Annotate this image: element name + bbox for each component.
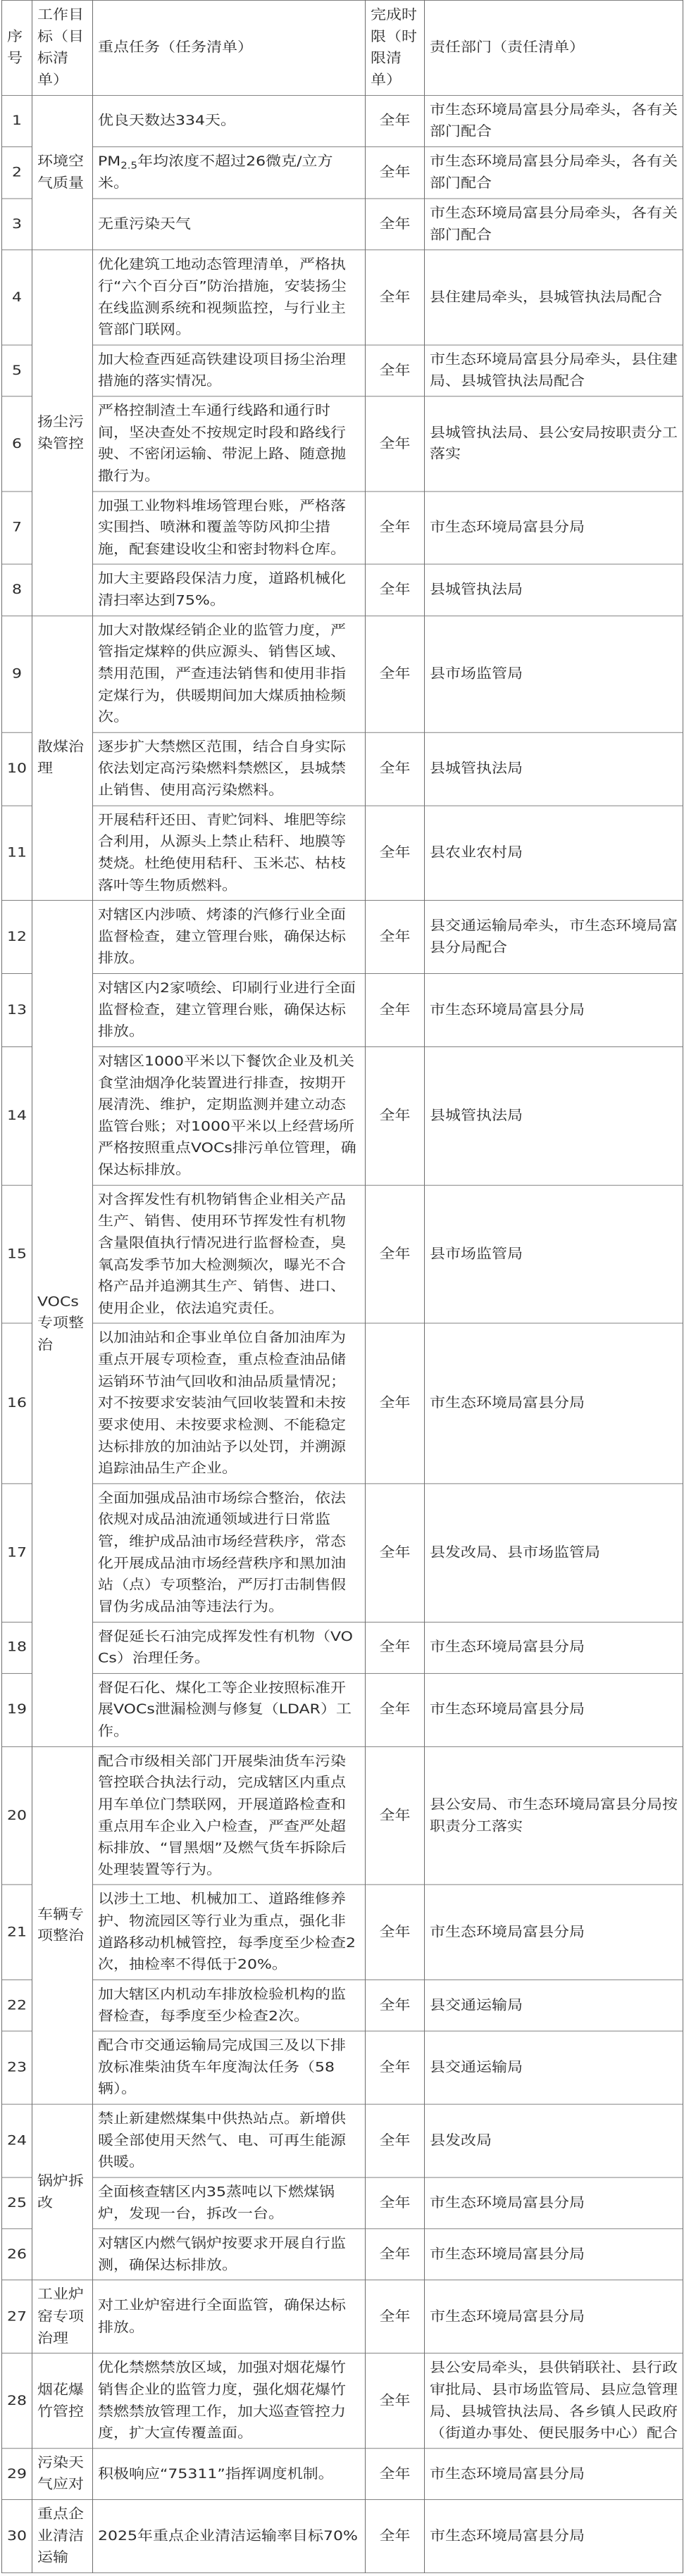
task-list-document	[1, 0, 683, 2573]
row-dept: 市生态环境局富县分局	[425, 974, 683, 1047]
row-task: 2025年重点企业清洁运输率目标70%	[93, 2500, 366, 2573]
table-header-row	[2, 0, 683, 95]
row-task: 优良天数达334天。	[93, 95, 366, 146]
table-row	[2, 2353, 683, 2449]
row-seq: 4	[2, 250, 32, 345]
row-deadline: 全年	[366, 1185, 425, 1323]
row-task: 配合市级相关部门开展柴油货车污染管控联合执法行动，完成辖区内重点用车单位门禁联网，开展道路检查和重点用车企业入户检查，严查严处超标排放、“冒黑烟”及燃气货车拆除后处理装置等行为。	[93, 1746, 366, 1884]
row-dept: 县公安局牵头，县供销联社、县行政审批局、县市场监管局、县应急管理局、县城管执法局、各乡镇人民政府（街道办事处、便民服务中心）配合	[425, 2353, 683, 2449]
row-task: 禁止新建燃煤集中供热站点。新增供暖全部使用天然气、电、可再生能源供暖。	[93, 2104, 366, 2177]
row-dept: 县发改局、县市场监管局	[425, 1484, 683, 1622]
table-row	[2, 396, 683, 492]
row-seq: 10	[2, 732, 32, 806]
row-deadline: 全年	[366, 615, 425, 732]
row-deadline: 全年	[366, 1885, 425, 1980]
row-deadline: 全年	[366, 345, 425, 396]
row-task: 配合市交通运输局完成国三及以下排放标准柴油货车年度淘汰任务（58辆）。	[93, 2031, 366, 2104]
row-deadline: 全年	[366, 396, 425, 492]
table-row	[2, 345, 683, 396]
row-task: 以涉土工地、机械加工、道路维修养护、物流园区等行业为重点，强化非道路移动机械管控，每季度至少检查2次，抽检率不得低于20%。	[93, 1885, 366, 1980]
row-task: 对辖区内2家喷绘、印刷行业进行全面监督检查，建立管理台账，确保达标排放。	[93, 974, 366, 1047]
row-deadline: 全年	[366, 901, 425, 974]
row-dept: 市生态环境局富县分局牵头，各有关部门配合	[425, 95, 683, 146]
row-dept: 市生态环境局富县分局牵头，各有关部门配合	[425, 199, 683, 250]
row-dept: 县公安局、市生态环境局富县分局按职责分工落实	[425, 1746, 683, 1884]
table-row	[2, 1980, 683, 2031]
table-row	[2, 732, 683, 806]
row-dept: 县市场监管局	[425, 615, 683, 732]
row-seq: 21	[2, 1885, 32, 1980]
table-row	[2, 2031, 683, 2104]
row-task: 以加油站和企事业单位自备加油库为重点开展专项检查，重点检查油品储运销环节油气回收和油品质量情况；对不按要求安装油气回收装置和未按要求使用、未按要求检测、不能稳定达标排放的加油站予以处罚，并溯源追踪油品生产企业。	[93, 1323, 366, 1483]
table-row	[2, 1323, 683, 1483]
row-seq: 24	[2, 2104, 32, 2177]
row-deadline: 全年	[366, 2500, 425, 2573]
row-dept: 县发改局	[425, 2104, 683, 2177]
row-task: 全面核查辖区内35蒸吨以下燃煤锅炉，发现一台，拆改一台。	[93, 2177, 366, 2229]
table-row	[2, 1484, 683, 1622]
header-task: 重点任务（任务清单）	[93, 0, 366, 95]
row-deadline: 全年	[366, 564, 425, 615]
row-seq: 12	[2, 901, 32, 974]
row-seq: 22	[2, 1980, 32, 2031]
row-task: 督促延长石油完成挥发性有机物（VOCs）治理任务。	[93, 1622, 366, 1673]
row-dept: 市生态环境局富县分局	[425, 1673, 683, 1746]
row-dept: 市生态环境局富县分局	[425, 2500, 683, 2573]
table-row	[2, 2229, 683, 2280]
header-dept: 责任部门（责任清单）	[425, 0, 683, 95]
row-dept: 市生态环境局富县分局	[425, 2229, 683, 2280]
row-category: VOCs专项整治	[32, 901, 93, 1746]
row-task: 对辖区内涉喷、烤漆的汽修行业全面监督检查，建立管理台账，确保达标排放。	[93, 901, 366, 974]
row-deadline: 全年	[366, 250, 425, 345]
row-dept: 市生态环境局富县分局牵头，各有关部门配合	[425, 146, 683, 199]
row-seq: 18	[2, 1622, 32, 1673]
row-deadline: 全年	[366, 2031, 425, 2104]
row-seq: 28	[2, 2353, 32, 2449]
row-seq: 19	[2, 1673, 32, 1746]
row-dept: 市生态环境局富县分局	[425, 2177, 683, 2229]
row-category: 重点企业清洁运输	[32, 2500, 93, 2573]
row-dept: 县交通运输局	[425, 1980, 683, 2031]
row-task: 加强工业物料堆场管理台账，严格落实围挡、喷淋和覆盖等防风抑尘措施，配套建设收尘和密封物料仓库。	[93, 492, 366, 565]
row-seq: 6	[2, 396, 32, 492]
row-deadline: 全年	[366, 1673, 425, 1746]
table-row	[2, 250, 683, 345]
table-row	[2, 615, 683, 732]
row-dept: 县交通运输局牵头，市生态环境局富县分局配合	[425, 901, 683, 974]
row-seq: 2	[2, 146, 32, 199]
row-seq: 9	[2, 615, 32, 732]
header-seq: 序号	[2, 0, 32, 95]
row-seq: 7	[2, 492, 32, 565]
row-deadline: 全年	[366, 1046, 425, 1184]
row-dept: 县市场监管局	[425, 1185, 683, 1323]
row-task: 严格控制渣土车通行线路和通行时间，坚决查处不按规定时段和路线行驶、不密闭运输、带泥上路、随意抛撒行为。	[93, 396, 366, 492]
row-seq: 13	[2, 974, 32, 1047]
row-dept: 市生态环境局富县分局	[425, 2280, 683, 2353]
row-dept: 市生态环境局富县分局	[425, 2449, 683, 2500]
row-deadline: 全年	[366, 806, 425, 901]
row-deadline: 全年	[366, 199, 425, 250]
table-row	[2, 2449, 683, 2500]
row-deadline: 全年	[366, 2104, 425, 2177]
row-seq: 15	[2, 1185, 32, 1323]
row-dept: 县农业农村局	[425, 806, 683, 901]
row-seq: 8	[2, 564, 32, 615]
row-task: 开展秸秆还田、青贮饲料、堆肥等综合利用，从源头上禁止秸秆、地膜等焚烧。杜绝使用秸秆、玉米芯、枯枝落叶等生物质燃料。	[93, 806, 366, 901]
row-seq: 23	[2, 2031, 32, 2104]
row-dept: 县城管执法局、县公安局按职责分工落实	[425, 396, 683, 492]
table-row	[2, 2280, 683, 2353]
table-row	[2, 2104, 683, 2177]
table-row	[2, 1885, 683, 1980]
table-row	[2, 806, 683, 901]
row-seq: 26	[2, 2229, 32, 2280]
row-task: 对辖区内燃气锅炉按要求开展自行监测，确保达标排放。	[93, 2229, 366, 2280]
row-task: 积极响应“75311”指挥调度机制。	[93, 2449, 366, 2500]
row-category: 工业炉窑专项治理	[32, 2280, 93, 2353]
row-category: 污染天气应对	[32, 2449, 93, 2500]
row-deadline: 全年	[366, 1622, 425, 1673]
table-row	[2, 95, 683, 146]
table-row	[2, 974, 683, 1047]
row-task: 优化建筑工地动态管理清单，严格执行“六个百分百”防治措施，安装扬尘在线监测系统和视频监控，与行业主管部门联网。	[93, 250, 366, 345]
row-task: 加大主要路段保洁力度，道路机械化清扫率达到75%。	[93, 564, 366, 615]
row-dept: 县城管执法局	[425, 564, 683, 615]
row-dept: 市生态环境局富县分局	[425, 1622, 683, 1673]
row-category: 散煤治理	[32, 615, 93, 900]
row-dept: 县交通运输局	[425, 2031, 683, 2104]
table-row	[2, 564, 683, 615]
table-row	[2, 492, 683, 565]
row-seq: 20	[2, 1746, 32, 1884]
row-task: 优化禁燃禁放区域，加强对烟花爆竹销售企业的监管力度，强化烟花爆竹禁燃禁放管理工作，加大巡查管控力度，扩大宣传覆盖面。	[93, 2353, 366, 2449]
row-dept: 县住建局牵头，县城管执法局配合	[425, 250, 683, 345]
table-row	[2, 1673, 683, 1746]
row-seq: 17	[2, 1484, 32, 1622]
row-deadline: 全年	[366, 2353, 425, 2449]
row-category: 扬尘污染管控	[32, 250, 93, 615]
row-seq: 16	[2, 1323, 32, 1483]
row-task: $PM_{2.5}$年均浓度不超过26微克/立方米。	[93, 146, 366, 199]
row-deadline: 全年	[366, 1980, 425, 2031]
row-dept: 县城管执法局	[425, 732, 683, 806]
row-deadline: 全年	[366, 732, 425, 806]
row-dept: 市生态环境局富县分局	[425, 1885, 683, 1980]
row-seq: 5	[2, 345, 32, 396]
header-deadline: 完成时限（时限清单）	[366, 0, 425, 95]
row-deadline: 全年	[366, 146, 425, 199]
table-row	[2, 2177, 683, 2229]
table-row	[2, 1046, 683, 1184]
row-dept: 市生态环境局富县分局	[425, 1323, 683, 1483]
row-task: 对工业炉窑进行全面监管，确保达标排放。	[93, 2280, 366, 2353]
row-deadline: 全年	[366, 2229, 425, 2280]
row-seq: 30	[2, 2500, 32, 2573]
row-deadline: 全年	[366, 1746, 425, 1884]
row-task: 逐步扩大禁燃区范围，结合自身实际依法划定高污染燃料禁燃区，县城禁止销售、使用高污染燃料。	[93, 732, 366, 806]
row-dept: 县城管执法局	[425, 1046, 683, 1184]
row-deadline: 全年	[366, 2177, 425, 2229]
row-seq: 11	[2, 806, 32, 901]
row-task: 全面加强成品油市场综合整治，依法依规对成品油流通领域进行日常监管，维护成品油市场经营秩序，常态化开展成品油市场经营秩序和黑加油站（点）专项整治，严厉打击制售假冒伪劣成品油等违法行为。	[93, 1484, 366, 1622]
row-task: 加大对散煤经销企业的监管力度，严管指定煤粹的供应源头、销售区域、禁用范围，严查违法销售和使用非指定煤行为，供暖期间加大煤质抽检频次。	[93, 615, 366, 732]
row-dept: 市生态环境局富县分局牵头，县住建局、县城管执法局配合	[425, 345, 683, 396]
row-seq: 27	[2, 2280, 32, 2353]
row-task: 加大辖区内机动车排放检验机构的监督检查，每季度至少检查2次。	[93, 1980, 366, 2031]
row-deadline: 全年	[366, 2280, 425, 2353]
table-row	[2, 2500, 683, 2573]
row-seq: 1	[2, 95, 32, 146]
row-category: 车辆专项整治	[32, 1746, 93, 2104]
row-task: 无重污染天气	[93, 199, 366, 250]
row-category: 环境空气质量	[32, 95, 93, 250]
table-row	[2, 1622, 683, 1673]
row-seq: 3	[2, 199, 32, 250]
row-task: 加大检查西延高铁建设项目扬尘治理措施的落实情况。	[93, 345, 366, 396]
row-category: 锅炉拆改	[32, 2104, 93, 2280]
row-dept: 市生态环境局富县分局	[425, 492, 683, 565]
row-category: 烟花爆竹管控	[32, 2353, 93, 2449]
row-deadline: 全年	[366, 1323, 425, 1483]
table-row	[2, 1185, 683, 1323]
table-row	[2, 901, 683, 974]
table-body	[2, 95, 683, 2572]
row-task: 对含挥发性有机物销售企业相关产品生产、销售、使用环节挥发性有机物含量限值执行情况进行监督检查，臭氧高发季节加大检测频次，曝光不合格产品并追溯其生产、销售、进口、使用企业，依法追究责任。	[93, 1185, 366, 1323]
table-row	[2, 199, 683, 250]
row-deadline: 全年	[366, 1484, 425, 1622]
table-row	[2, 1746, 683, 1884]
row-deadline: 全年	[366, 492, 425, 565]
task-table	[1, 0, 683, 2573]
row-deadline: 全年	[366, 974, 425, 1047]
row-seq: 14	[2, 1046, 32, 1184]
row-deadline: 全年	[366, 2449, 425, 2500]
row-deadline: 全年	[366, 95, 425, 146]
row-seq: 25	[2, 2177, 32, 2229]
row-task: 对辖区1000平米以下餐饮企业及机关食堂油烟净化装置进行排查，按期开展清洗、维护，定期监测并建立动态监管台账；对1000平米以上经营场所严格按照重点VOCs排污单位管理，确保达标排放。	[93, 1046, 366, 1184]
header-category: 工作目标（目标清单）	[32, 0, 93, 95]
row-task: 督促石化、煤化工等企业按照标准开展VOCs泄漏检测与修复（LDAR）工作。	[93, 1673, 366, 1746]
table-row	[2, 146, 683, 199]
row-seq: 29	[2, 2449, 32, 2500]
